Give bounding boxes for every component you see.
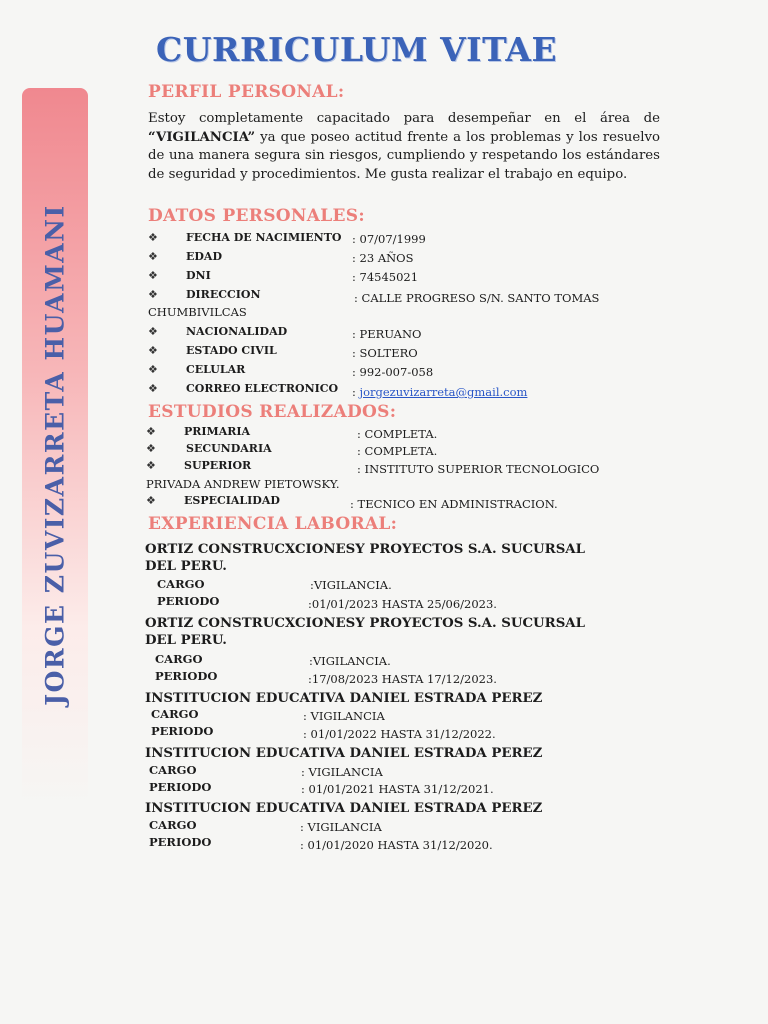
job-cargo-label: CARGO [149,763,197,777]
job-cargo-value: :VIGILANCIA. [310,578,392,592]
field-value: : COMPLETA. [357,444,438,458]
bullet-icon: ❖ [148,363,158,376]
profile-paragraph [148,110,660,184]
job-company: INSTITUCION EDUCATIVA DANIEL ESTRADA PEREZ [145,801,543,816]
job-periodo-label: PERIODO [149,780,212,794]
bullet-icon: ❖ [148,269,158,282]
job-periodo-label: PERIODO [151,724,214,738]
bullet-icon: ❖ [146,425,156,438]
field-label: FECHA DE NACIMIENTO [186,231,342,244]
field-label: NACIONALIDAD [186,325,288,338]
bullet-icon: ❖ [146,494,156,507]
field-label: CORREO ELECTRONICO [186,382,339,395]
field-value-wrap: CHUMBIVILCAS [148,305,247,319]
email-value [352,385,527,399]
field-value: : 74545021 [352,270,419,284]
field-value: : 23 AÑOS [352,251,414,265]
bullet-icon: ❖ [148,250,158,263]
job-cargo-label: CARGO [155,652,203,666]
job-cargo-value: :VIGILANCIA. [309,654,391,668]
job-company: INSTITUCION EDUCATIVA DANIEL ESTRADA PEREZ [145,746,543,761]
field-label: DIRECCION [186,288,261,301]
job-periodo-label: PERIODO [157,594,220,608]
bullet-icon: ❖ [148,325,158,338]
section-heading-personal: DATOS PERSONALES: [148,206,365,226]
field-label: ESPECIALIDAD [184,494,280,507]
job-cargo-label: CARGO [149,818,197,832]
section-heading-experience: EXPERIENCIA LABORAL: [148,514,398,534]
bullet-icon: ❖ [148,382,158,395]
job-cargo-label: CARGO [151,707,199,721]
cv-title: CURRICULUM VITAE [156,30,558,69]
email-link[interactable]: jorgezuvizarreta@gmail.com [359,385,528,399]
field-label: SECUNDARIA [186,442,272,455]
profile-text-before: Estoy completamente capacitado para desempeñar en el área de [148,111,660,126]
field-label: DNI [186,269,211,282]
field-value: : COMPLETA. [357,427,438,441]
section-heading-profile: PERFIL PERSONAL: [148,82,345,102]
field-value: : CALLE PROGRESO S/N. SANTO TOMAS [354,291,600,305]
job-periodo-value: : 01/01/2020 HASTA 31/12/2020. [300,838,493,852]
job-periodo-label: PERIODO [155,669,218,683]
job-company: INSTITUCION EDUCATIVA DANIEL ESTRADA PEREZ [145,691,543,706]
job-periodo-value: : 01/01/2022 HASTA 31/12/2022. [303,727,496,741]
section-heading-studies: ESTUDIOS REALIZADOS: [148,402,397,422]
bullet-icon: ❖ [148,231,158,244]
field-value-wrap: PRIVADA ANDREW PIETOWSKY. [146,477,340,491]
bullet-icon: ❖ [148,288,158,301]
job-cargo-value: : VIGILANCIA [303,709,385,723]
field-value: : 992-007-058 [352,365,434,379]
profile-text-after: ya que poseo actitud frente a los problemas y los resuelvo de una manera segura sin riesgos, cumpliendo y respetando los estándares de seguridad y procedimientos. Me gusta realizar el trabajo en equipo. [148,129,660,182]
field-label: SUPERIOR [184,459,252,472]
field-value: : SOLTERO [352,346,418,360]
job-cargo-value: : VIGILANCIA [300,820,382,834]
field-label: ESTADO CIVIL [186,344,277,357]
bullet-icon: ❖ [148,344,158,357]
job-cargo-value: : VIGILANCIA [301,765,383,779]
bullet-icon: ❖ [146,442,156,455]
field-value: : PERUANO [352,327,422,341]
profile-text-bold: “VIGILANCIA” [148,129,256,145]
field-value: : 07/07/1999 [352,232,426,246]
job-periodo-value: :17/08/2023 HASTA 17/12/2023. [308,672,497,686]
field-label: CELULAR [186,363,246,376]
job-periodo-value: : 01/01/2021 HASTA 31/12/2021. [301,782,494,796]
job-periodo-label: PERIODO [149,835,212,849]
email-prefix: : [352,385,360,399]
bullet-icon: ❖ [146,459,156,472]
vertical-name: JORGE ZUVIZARRETA HUAMANI [40,204,70,706]
field-value: : TECNICO EN ADMINISTRACION. [350,497,558,511]
field-value: : INSTITUTO SUPERIOR TECNOLOGICO [357,462,600,476]
job-periodo-value: :01/01/2023 HASTA 25/06/2023. [308,597,497,611]
job-company: ORTIZ CONSTRUCXCIONESY PROYECTOS S.A. SUCURSAL DEL PERU. [145,542,585,574]
field-label: PRIMARIA [184,425,251,438]
job-cargo-label: CARGO [157,577,205,591]
field-label: EDAD [186,250,222,263]
job-company: ORTIZ CONSTRUCXCIONESY PROYECTOS S.A. SUCURSAL DEL PERU. [145,616,585,648]
